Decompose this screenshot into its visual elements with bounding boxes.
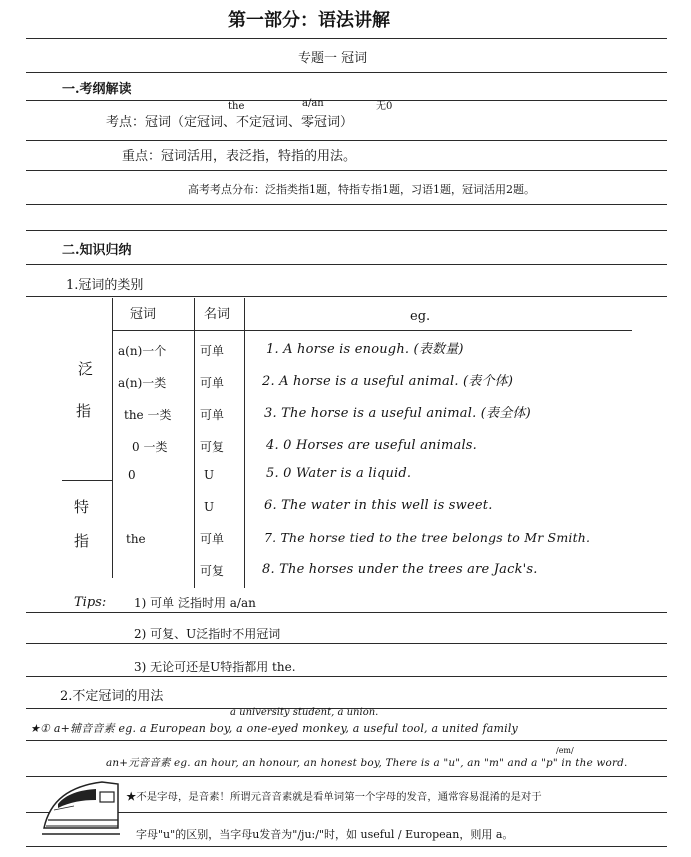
ruled-line bbox=[26, 612, 667, 613]
ruled-line bbox=[26, 100, 667, 101]
ruled-line bbox=[26, 230, 667, 231]
ruled-line bbox=[26, 776, 667, 777]
train-doodle-icon bbox=[40, 770, 122, 840]
row-article: a(n)一个 bbox=[118, 344, 167, 358]
ruled-line bbox=[26, 204, 667, 205]
annot-m: /em/ bbox=[556, 746, 574, 755]
ruled-line bbox=[26, 72, 667, 73]
row-example: 6. The water in this well is sweet. bbox=[264, 498, 493, 513]
row-article: the bbox=[126, 532, 146, 546]
annot-line: a university student, a union. bbox=[230, 707, 379, 718]
group-label-general: 泛 bbox=[78, 360, 94, 378]
key-points: 重点：冠词活用，表泛指，特指的用法。 bbox=[122, 149, 357, 164]
ruled-line bbox=[26, 296, 667, 297]
table-divider bbox=[112, 298, 113, 578]
row-article: the 一类 bbox=[124, 408, 172, 422]
tip-item: 2) 可复、U泛指时不用冠词 bbox=[134, 627, 281, 641]
topic-title: 专题一 冠词 bbox=[298, 51, 368, 66]
group-label-general: 指 bbox=[76, 402, 92, 420]
ruled-line bbox=[26, 846, 667, 847]
row-noun: 可复 bbox=[200, 564, 225, 578]
table-header-rule bbox=[112, 330, 632, 331]
row-example: 7. The horse tied to the tree belongs to Mr Smith. bbox=[264, 530, 591, 545]
row-article: 0 bbox=[128, 468, 136, 482]
row-noun: 可单 bbox=[200, 376, 225, 390]
tips-label: Tips: bbox=[74, 595, 107, 610]
ruled-line bbox=[26, 264, 667, 265]
row-example: 8. The horses under the trees are Jack's. bbox=[262, 562, 538, 577]
row-article: a(n)一类 bbox=[118, 376, 167, 390]
row-example: 3. The horse is a useful animal. (表全体) bbox=[264, 406, 531, 421]
table-divider bbox=[194, 298, 195, 588]
col-header-article: 冠词 bbox=[130, 307, 157, 322]
tip-item: 1) 可单 泛指时用 a/an bbox=[134, 596, 256, 610]
col-header-example: eg. bbox=[410, 309, 431, 324]
table-divider bbox=[244, 298, 245, 588]
row-noun: 可单 bbox=[200, 344, 225, 358]
row-example: 4. 0 Horses are useful animals. bbox=[266, 438, 478, 453]
ruled-line bbox=[26, 140, 667, 141]
row-example: 5. 0 Water is a liquid. bbox=[266, 466, 412, 481]
group-divider bbox=[62, 480, 112, 481]
row-noun: U bbox=[204, 500, 215, 514]
annot-the: the bbox=[228, 101, 245, 112]
row-noun: 可单 bbox=[200, 408, 225, 422]
exam-points: 考点：冠词（定冠词、不定冠词、零冠词） bbox=[106, 115, 354, 130]
section1-heading: 一.考纲解读 bbox=[62, 82, 132, 97]
ruled-line bbox=[26, 170, 667, 171]
row-noun: 可单 bbox=[200, 532, 225, 546]
annot-zero: 无0 bbox=[376, 101, 393, 112]
ruled-line bbox=[26, 740, 667, 741]
exam-distribution: 高考考点分布：泛指类指1题，特指专指1题，习语1题，冠词活用2题。 bbox=[188, 183, 535, 196]
ruled-line bbox=[26, 38, 667, 39]
usage-point: ★不是字母，是音素！所谓元音音素就是看单词第一个字母的发音，通常容易混淆的是对于 bbox=[126, 791, 542, 803]
row-noun: 可复 bbox=[200, 440, 225, 454]
tip-item: 3) 无论可还是U特指都用 the. bbox=[134, 660, 296, 674]
indefinite-article-heading: 2.不定冠词的用法 bbox=[60, 689, 164, 704]
page-title: 第一部分：语法讲解 bbox=[228, 10, 390, 31]
row-noun: U bbox=[204, 468, 215, 482]
ruled-line bbox=[26, 643, 667, 644]
row-example: 1. A horse is enough. (表数量) bbox=[266, 342, 464, 357]
section2-heading: 二.知识归纳 bbox=[62, 243, 132, 258]
ruled-line bbox=[26, 812, 667, 813]
row-article: 0 一类 bbox=[132, 440, 168, 454]
annot-a-an: a/an bbox=[302, 98, 324, 109]
usage-point: ★① a+辅音音素 eg. a European boy, a one-eyed monkey, a useful tool, a united family bbox=[30, 722, 518, 735]
group-label-specific: 指 bbox=[74, 532, 90, 550]
group-label-specific: 特 bbox=[74, 498, 90, 516]
col-header-noun: 名词 bbox=[204, 307, 231, 322]
row-example: 2. A horse is a useful animal. (表个体) bbox=[262, 374, 514, 389]
usage-point: an+元音音素 eg. an hour, an honour, an honest boy, There is a "u", an "m" and a "p" in the word. bbox=[106, 757, 628, 769]
usage-point: 字母"u"的区别，当字母u发音为"/ju:/"时，如 useful / European，则用 a。 bbox=[136, 828, 514, 841]
ruled-line bbox=[26, 676, 667, 677]
article-types-heading: 1.冠词的类别 bbox=[66, 278, 144, 293]
